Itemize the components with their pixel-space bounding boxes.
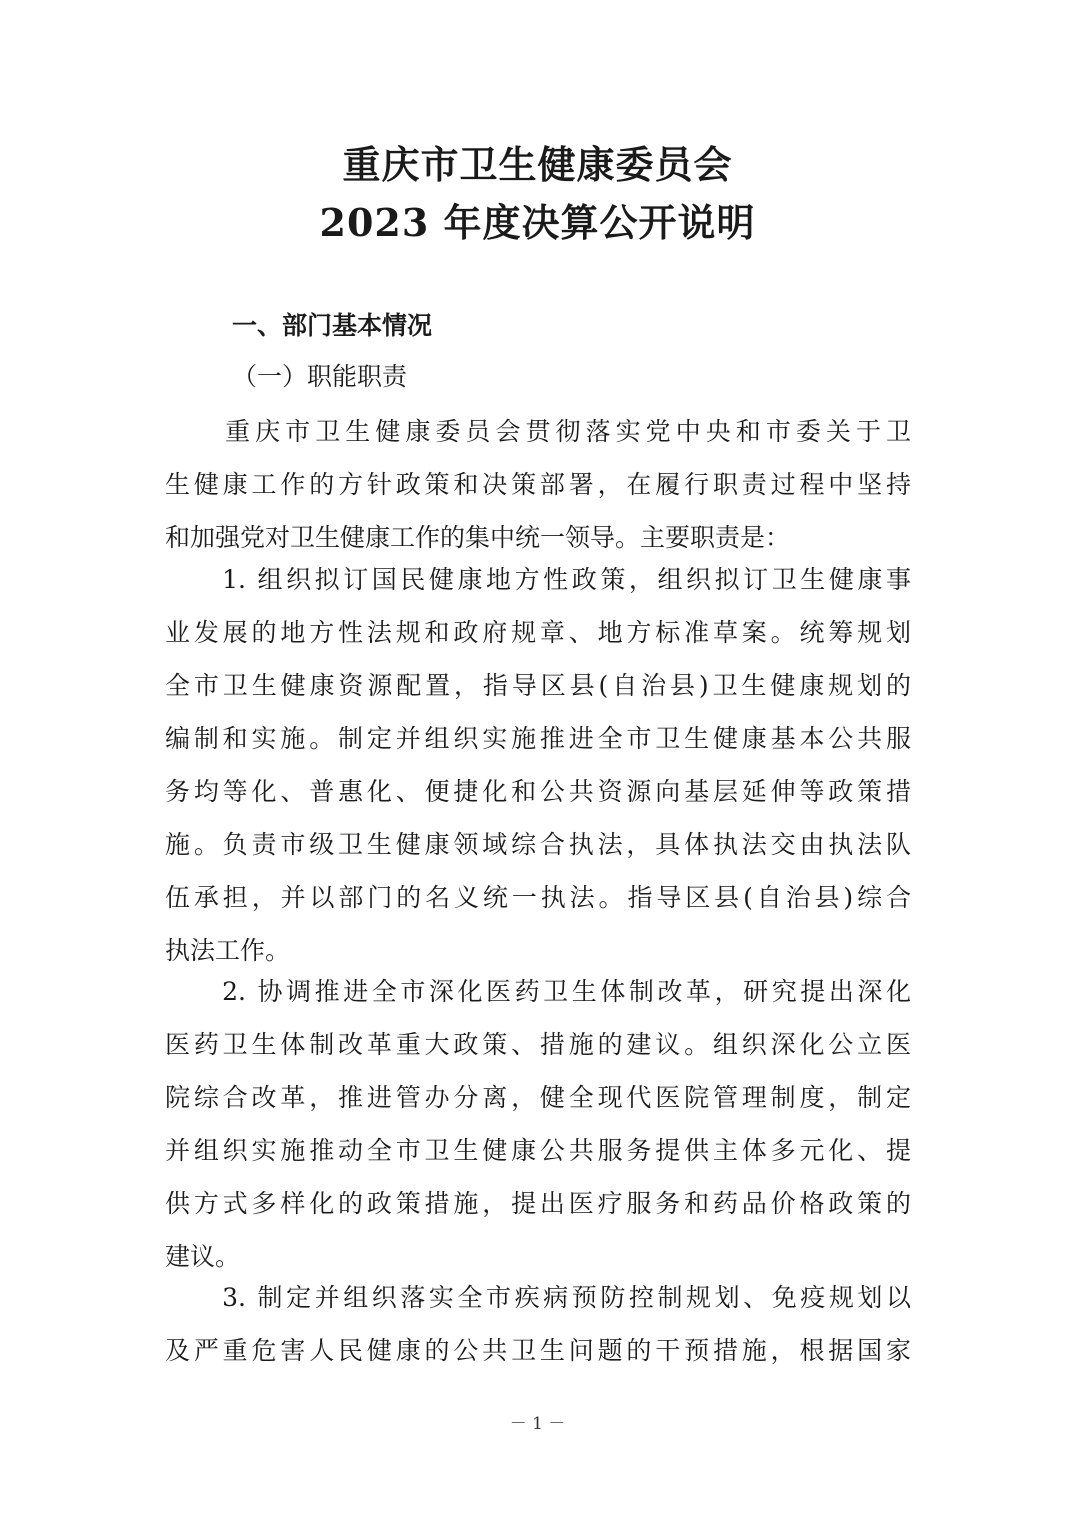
paragraph-line: 医药卫生体制改革重大政策、措施的建议。组织深化公立医 <box>165 1030 911 1059</box>
paragraph-line: 伍承担，并以部门的名义统一执法。指导区县(自治县)综合 <box>165 883 911 912</box>
paragraph-line: 及严重危害人民健康的公共卫生问题的干预措施，根据国家 <box>165 1336 911 1365</box>
paragraph-line: 3. 制定并组织落实全市疾病预防控制规划、免疫规划以 <box>165 1283 911 1312</box>
paragraph-line: 院综合改革，推进管办分离，健全现代医院管理制度，制定 <box>165 1083 911 1112</box>
paragraph-line: 并组织实施推动全市卫生健康公共服务提供主体多元化、提 <box>165 1136 911 1165</box>
paragraph-line: 重庆市卫生健康委员会贯彻落实党中央和市委关于卫 <box>165 417 911 446</box>
paragraph-line: 全市卫生健康资源配置，指导区县(自治县)卫生健康规划的 <box>165 671 911 700</box>
paragraph-item-3 <box>165 1271 911 1377</box>
paragraph-item-2 <box>165 965 911 1283</box>
paragraph-line: 建议。 <box>165 1242 241 1271</box>
paragraph-line: 业发展的地方性法规和政府规章、地方标准草案。统筹规划 <box>165 618 911 647</box>
paragraph-line: 编制和实施。制定并组织实施推进全市卫生健康基本公共服 <box>165 724 911 753</box>
paragraph-line: 供方式多样化的政策措施，提出医疗服务和药品价格政策的 <box>165 1189 911 1218</box>
document-title-line2: 2023 年度决算公开说明 <box>319 200 756 245</box>
section-heading: 一、部门基本情况 <box>232 311 433 340</box>
paragraph-line: 施。负责市级卫生健康领域综合执法，具体执法交由执法队 <box>165 830 911 859</box>
paragraph-line: 执法工作。 <box>165 936 291 965</box>
subsection-heading: （一）职能职责 <box>232 362 408 391</box>
paragraph-line: 务均等化、普惠化、便捷化和公共资源向基层延伸等政策措 <box>165 777 911 806</box>
paragraph-line: 1. 组织拟订国民健康地方性政策，组织拟订卫生健康事 <box>165 565 911 594</box>
paragraph-line: 生健康工作的方针政策和决策部署，在履行职责过程中坚持 <box>165 470 911 499</box>
paragraph-item-1 <box>165 553 911 977</box>
paragraph-line: 2. 协调推进全市深化医药卫生体制改革，研究提出深化 <box>165 977 911 1006</box>
document-title-line1: 重庆市卫生健康委员会 <box>342 142 733 187</box>
paragraph-intro <box>165 405 911 564</box>
page-number: － 1 － <box>509 1414 566 1434</box>
paragraph-line: 和加强党对卫生健康工作的集中统一领导。主要职责是： <box>165 523 791 552</box>
